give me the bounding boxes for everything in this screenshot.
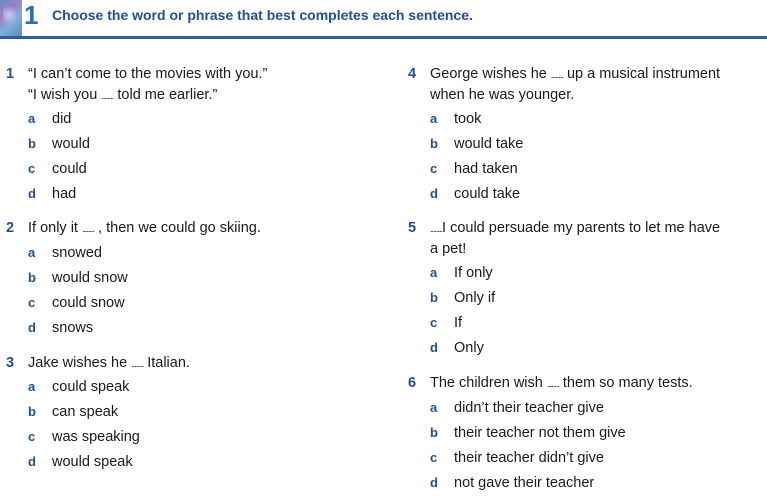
question-text-line-2: when he was younger. <box>430 87 575 103</box>
option-c[interactable]: c If <box>430 315 463 331</box>
question-number: 3 <box>6 355 15 371</box>
answer-blank: ........ <box>101 91 114 101</box>
option-d[interactable]: d not gave their teacher <box>430 475 595 491</box>
option-d[interactable]: d would speak <box>28 454 133 470</box>
option-d[interactable]: d had <box>28 186 77 202</box>
answer-blank: ........ <box>82 224 95 234</box>
exercise-number: 1 <box>24 0 39 30</box>
question-number: 6 <box>408 375 417 391</box>
question-text-line-1: ........I could persuade my parents to let me have <box>430 220 721 236</box>
question-text: If only it ........ , then we could go skiing. <box>28 220 261 236</box>
option-b[interactable]: b their teacher not them give <box>430 425 626 441</box>
question-1 <box>6 64 386 204</box>
option-b[interactable]: b would <box>28 136 90 152</box>
answer-blank: ........ <box>550 70 563 80</box>
question-text-line-2: “I wish you ........ told me earlier.” <box>28 87 218 103</box>
question-text-line-1: “I can’t come to the movies with you.” <box>28 66 268 82</box>
option-b[interactable]: b would take <box>430 136 524 152</box>
decorative-photo-thumbnail <box>0 0 22 36</box>
question-number: 5 <box>408 220 417 236</box>
header-divider <box>0 36 767 39</box>
question-3 <box>6 353 386 478</box>
question-5 <box>408 218 763 363</box>
answer-blank: ........ <box>546 379 559 389</box>
option-c[interactable]: c had taken <box>430 161 518 177</box>
option-c[interactable]: c their teacher didn’t give <box>430 450 604 466</box>
question-number: 2 <box>6 220 15 236</box>
option-a[interactable]: a snowed <box>28 245 102 261</box>
option-a[interactable]: a If only <box>430 265 493 281</box>
option-b[interactable]: b can speak <box>28 404 119 420</box>
question-text: Jake wishes he ........ Italian. <box>28 355 190 371</box>
answer-blank: ........ <box>430 224 443 234</box>
option-a[interactable]: a did <box>28 111 72 127</box>
option-d[interactable]: d snows <box>28 320 94 336</box>
option-c[interactable]: c could <box>28 161 87 177</box>
question-number: 4 <box>408 66 417 82</box>
exercise-instruction: Choose the word or phrase that best completes each sentence. <box>52 7 473 23</box>
option-d[interactable]: d could take <box>430 186 521 202</box>
option-c[interactable]: c was speaking <box>28 429 140 445</box>
question-2 <box>6 218 386 343</box>
option-a[interactable]: a didn’t their teacher give <box>430 400 604 416</box>
exercise-header <box>0 0 767 40</box>
question-text-line-1: George wishes he ........ up a musical instrument <box>430 66 721 82</box>
answer-blank: ........ <box>131 359 144 369</box>
option-d[interactable]: d Only <box>430 340 484 356</box>
option-a[interactable]: a could speak <box>28 379 130 395</box>
option-b[interactable]: b Only if <box>430 290 496 306</box>
question-text-line-2: a pet! <box>430 241 467 257</box>
question-number: 1 <box>6 66 15 82</box>
option-b[interactable]: b would snow <box>28 270 128 286</box>
option-a[interactable]: a took <box>430 111 482 127</box>
question-4 <box>408 64 763 204</box>
option-c[interactable]: c could snow <box>28 295 125 311</box>
question-6 <box>408 373 763 498</box>
question-text: The children wish ........ them so many tests. <box>430 375 693 391</box>
